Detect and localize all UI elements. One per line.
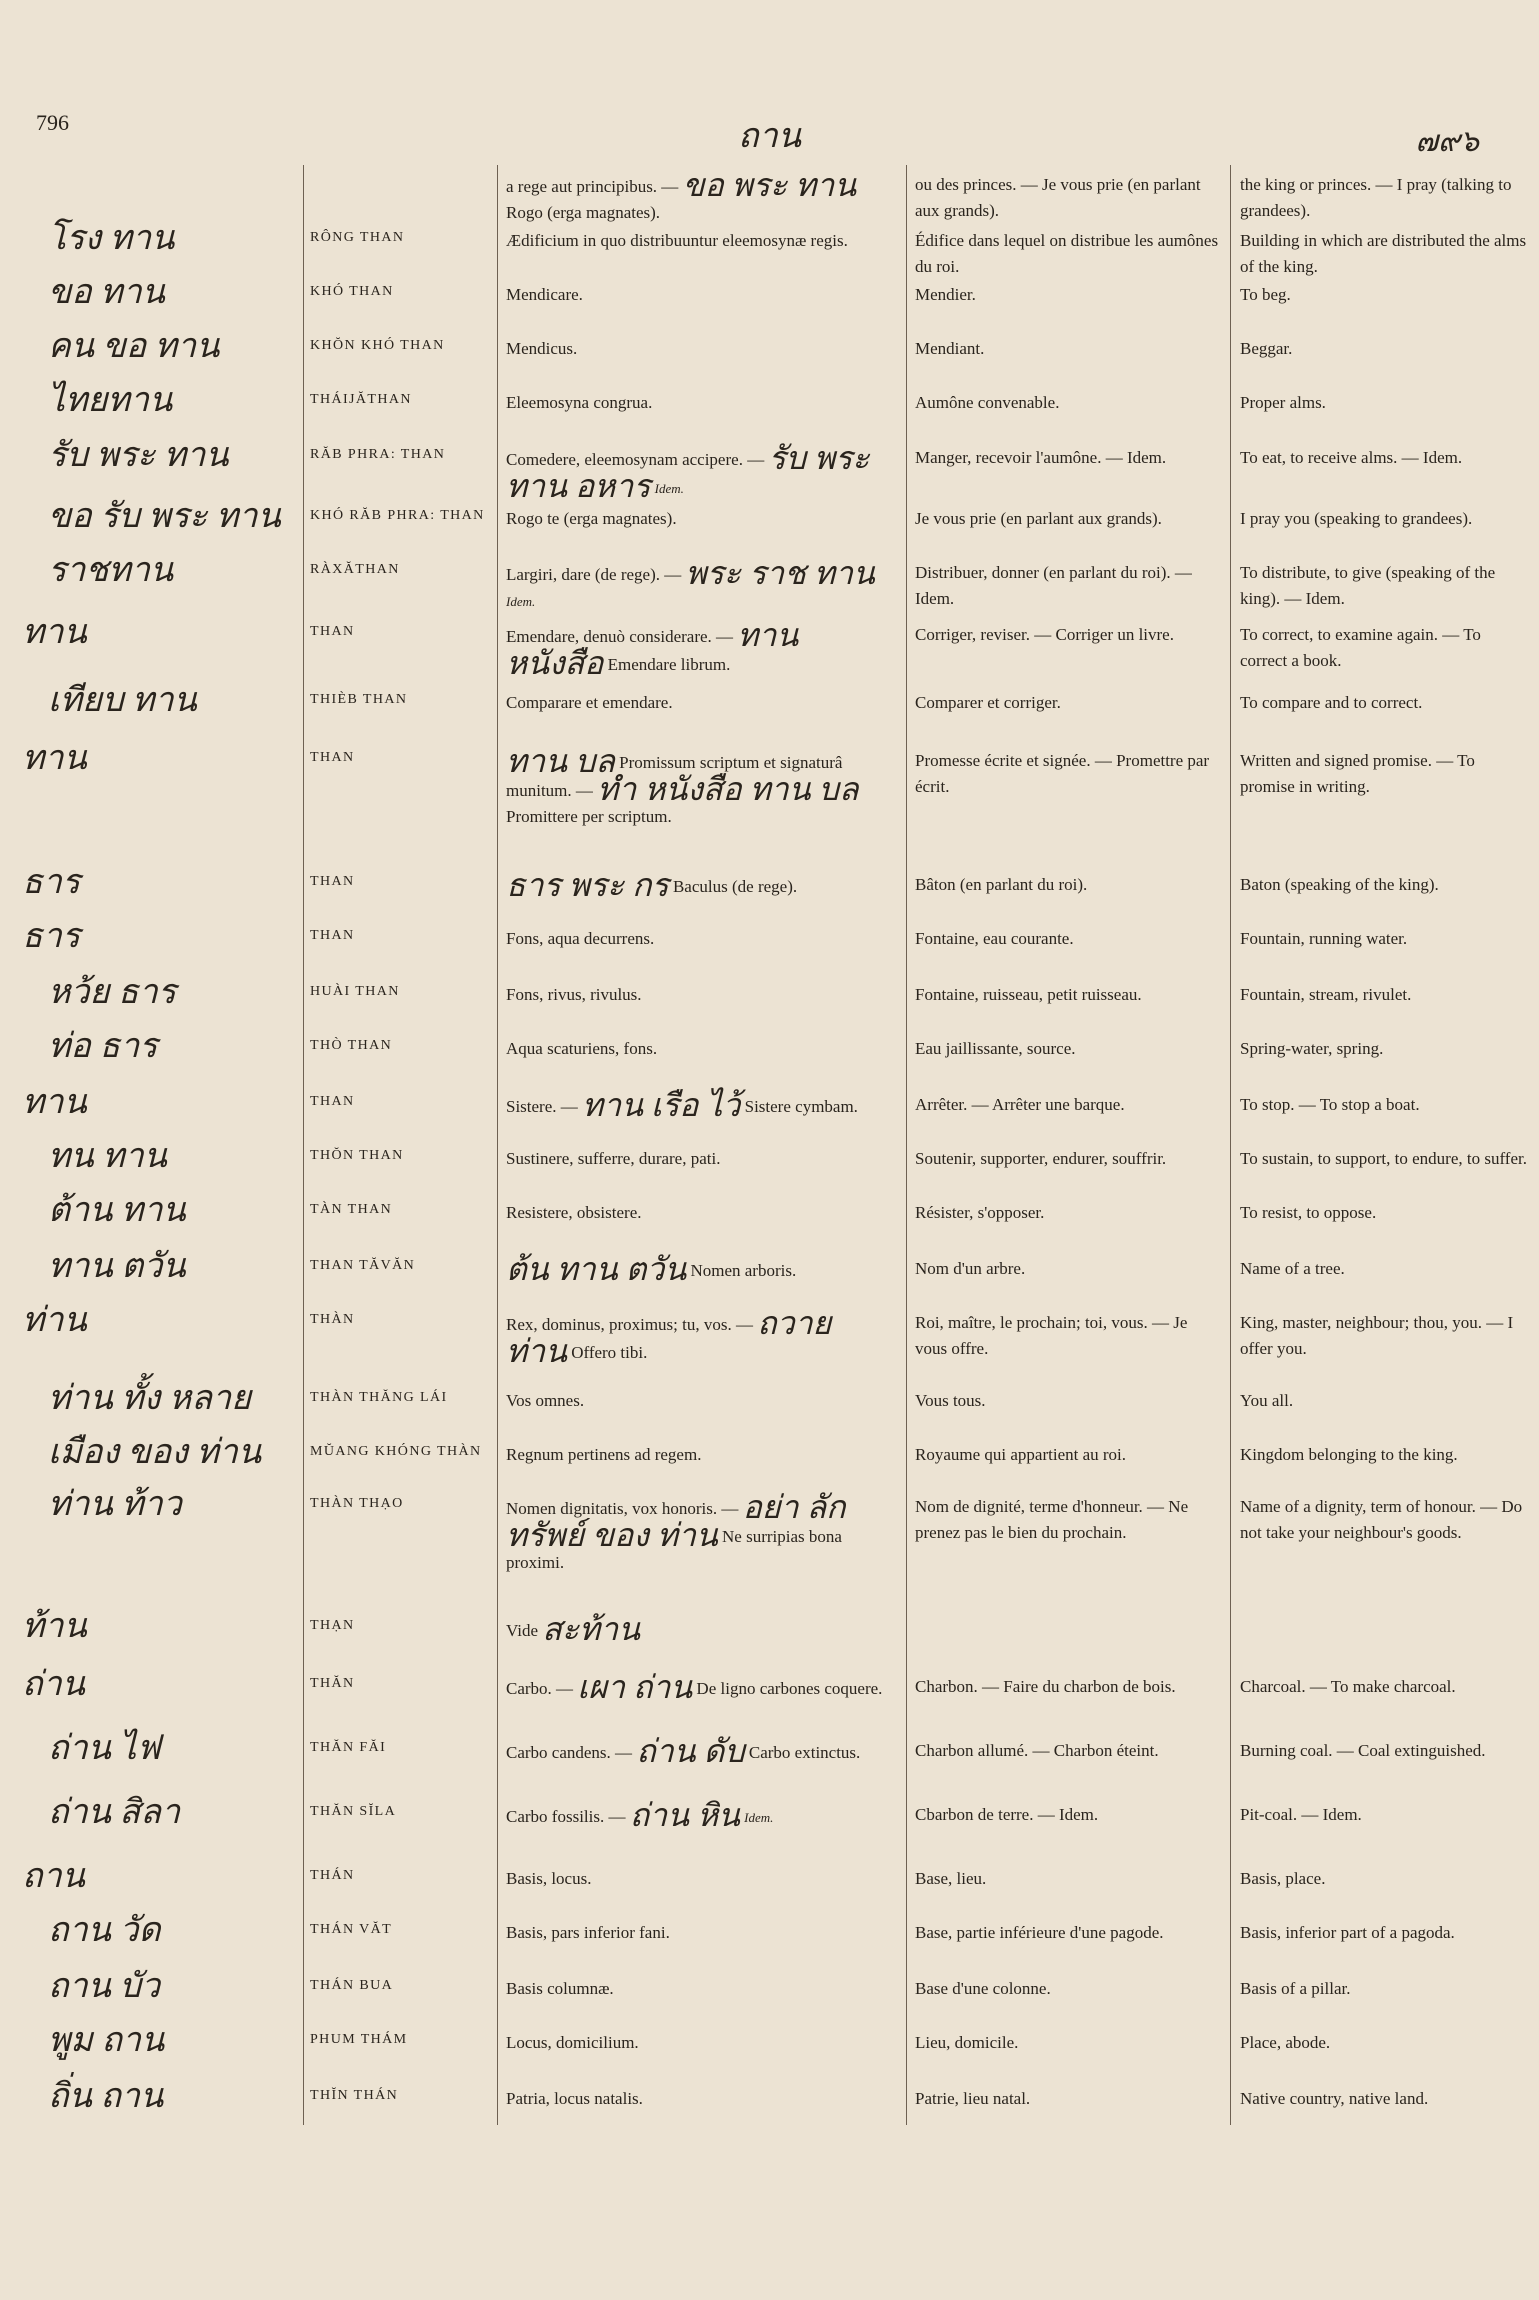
thai-headword: ถ่าน <box>22 1666 85 1703</box>
english-gloss: Spring-water, spring. <box>1240 1039 1384 1058</box>
latin-gloss <box>506 1866 894 1892</box>
latin-text: Emendare librum. <box>607 655 731 674</box>
latin-text: Fons, rivus, rivulus. <box>506 985 642 1004</box>
romanization: RÀXĂTHAN <box>310 562 400 577</box>
english-gloss: To beg. <box>1240 285 1291 304</box>
thai-example: พระ ราช ทาน <box>685 555 875 591</box>
latin-gloss <box>506 926 894 952</box>
french-gloss: Royaume qui appartient au roi. <box>915 1445 1127 1464</box>
latin-text: Mendicus. <box>506 339 578 358</box>
french-gloss: Je vous prie (en parlant aux grands). <box>915 509 1162 528</box>
thai-headword: ทาน <box>22 740 87 777</box>
latin-text: Carbo extinctus. <box>748 1743 861 1762</box>
thai-example: อย่า ลัก ทรัพย์ ของ ท่าน <box>506 1489 846 1553</box>
romanization: THÀN THĂNG LÁI <box>310 1390 448 1405</box>
romanization: PHUM THÁM <box>310 2032 408 2047</box>
french-gloss: Fontaine, eau courante. <box>915 929 1074 948</box>
thai-example: รับ พระ ทาน อหาร <box>506 440 870 504</box>
thai-headword: ถ่าน ไฟ <box>48 1730 161 1767</box>
latin-text: Emendare, denuò considerare. — <box>506 627 734 646</box>
french-gloss: Base, lieu. <box>915 1869 987 1888</box>
romanization: THAN TĂVĂN <box>310 1258 416 1273</box>
latin-text: Promissum scriptum et signaturâ munitum. — <box>506 753 843 800</box>
latin-gloss <box>506 440 894 504</box>
latin-gloss <box>506 390 894 416</box>
latin-text: a rege aut principibus. — <box>506 177 679 196</box>
thai-headword: หว้ย ธาร <box>48 974 177 1011</box>
french-gloss: Manger, recevoir l'aumône. — Idem. <box>915 448 1167 467</box>
french-gloss: Base d'une colonne. <box>915 1979 1051 1998</box>
column-rule <box>303 165 304 2125</box>
romanization: THŎN THAN <box>310 1148 404 1163</box>
latin-text: Basis columnæ. <box>506 1979 614 1998</box>
english-gloss: Baton (speaking of the king). <box>1240 875 1439 894</box>
latin-text: Basis, locus. <box>506 1869 592 1888</box>
thai-headword: ขอ รับ พระ ทาน <box>48 498 281 535</box>
english-gloss: Beggar. <box>1240 339 1293 358</box>
latin-text: Nomen arboris. <box>690 1261 797 1280</box>
thai-example: สะท้าน <box>542 1611 640 1647</box>
latin-text: Offero tibi. <box>571 1343 648 1362</box>
thai-headword: ท่อ ธาร <box>48 1028 158 1065</box>
latin-text: Vide <box>506 1621 539 1640</box>
latin-gloss <box>506 1976 894 2002</box>
english-gloss: Charcoal. — To make charcoal. <box>1240 1677 1456 1696</box>
latin-gloss <box>506 228 894 254</box>
latin-gloss <box>506 1611 894 1647</box>
romanization: THÁN BUA <box>310 1978 394 1993</box>
english-gloss: Written and signed promise. — To promise in writing. <box>1240 751 1475 796</box>
french-gloss: ou des princes. — Je vous prie (en parlant aux grands). <box>915 175 1201 220</box>
romanization: THÁN <box>310 1868 355 1883</box>
thai-headword: ทน ทาน <box>48 1138 167 1175</box>
french-gloss: Lieu, domicile. <box>915 2033 1019 2052</box>
thai-headword: ท่าน ท้าว <box>48 1486 182 1523</box>
latin-text: Ædificium in quo distribuuntur eleemosynæ regis. <box>506 231 848 250</box>
latin-gloss <box>506 1442 894 1468</box>
thai-example: ทาน หนังสือ <box>506 617 799 681</box>
latin-gloss <box>506 282 894 308</box>
romanization: THÒ THAN <box>310 1038 393 1053</box>
thai-headword: ธาร <box>22 918 81 955</box>
french-gloss: Soutenir, supporter, endurer, souffrir. <box>915 1149 1167 1168</box>
thai-example: เผา ถ่าน <box>577 1669 693 1705</box>
romanization: THÀN <box>310 1312 355 1327</box>
idem-note: Idem. <box>654 481 684 496</box>
thai-headword: เทียบ ทาน <box>48 682 197 719</box>
thai-headword: ถ่าน สิลา <box>48 1794 181 1831</box>
french-gloss: Patrie, lieu natal. <box>915 2089 1031 2108</box>
english-gloss: the king or princes. — I pray (talking to grandees). <box>1240 175 1512 220</box>
english-gloss: Fountain, stream, rivulet. <box>1240 985 1412 1004</box>
english-gloss: Native country, native land. <box>1240 2089 1429 2108</box>
page-number: 796 <box>36 110 69 135</box>
latin-gloss <box>506 1305 894 1369</box>
french-gloss: Roi, maître, le prochain; toi, vous. — Je vous offre. <box>915 1313 1188 1358</box>
thai-headword: คน ขอ ทาน <box>48 328 220 365</box>
english-gloss: To eat, to receive alms. — Idem. <box>1240 448 1463 467</box>
romanization: THĂN SĬLA <box>310 1804 397 1819</box>
thai-headword: ขอ ทาน <box>48 274 165 311</box>
thai-headword: ถาน <box>22 1858 85 1895</box>
english-gloss: Building in which are distributed the alms of the king. <box>1240 231 1527 276</box>
romanization: THĂN <box>310 1676 355 1691</box>
english-gloss: Basis, place. <box>1240 1869 1326 1888</box>
english-gloss: To correct, to examine again. — To correct a book. <box>1240 625 1481 670</box>
english-gloss: To stop. — To stop a boat. <box>1240 1095 1420 1114</box>
latin-text: De ligno carbones coquere. <box>696 1679 883 1698</box>
thai-headword: ทาน <box>22 1084 87 1121</box>
latin-text: Ne surripias bona proximi. <box>506 1527 842 1572</box>
latin-text: Eleemosyna congrua. <box>506 393 653 412</box>
romanization: MŬANG KHÓNG THÀN <box>310 1444 482 1459</box>
page-title: ถาน <box>738 118 801 155</box>
french-gloss: Comparer et corriger. <box>915 693 1061 712</box>
english-gloss: To sustain, to support, to endure, to suffer. <box>1240 1149 1527 1168</box>
thai-example: ทาน เรือ ไว้ <box>582 1087 741 1123</box>
romanization: KHÓ RĂB PHRA: THAN <box>310 508 485 523</box>
latin-text: Aqua scaturiens, fons. <box>506 1039 658 1058</box>
latin-text: Carbo candens. — <box>506 1743 633 1762</box>
thai-headword: โรง ทาน <box>48 220 175 257</box>
latin-text: Carbo. — <box>506 1679 574 1698</box>
latin-gloss <box>506 1920 894 1946</box>
thai-headword: ถาน บัว <box>48 1968 161 2005</box>
thai-headword: ท่าน ทั้ง หลาย <box>48 1380 252 1417</box>
latin-text: Locus, domicilium. <box>506 2033 639 2052</box>
english-gloss: Burning coal. — Coal extinguished. <box>1240 1741 1486 1760</box>
latin-gloss <box>506 1733 894 1769</box>
latin-text: Promittere per scriptum. <box>506 807 672 826</box>
french-gloss: Nom de dignité, terme d'honneur. — Ne prenez pas le bien du prochain. <box>915 1497 1189 1542</box>
french-gloss: Charbon. — Faire du charbon de bois. <box>915 1677 1176 1696</box>
romanization: THẠN <box>310 1618 355 1633</box>
thai-headword: ทาน <box>22 614 87 651</box>
latin-gloss <box>506 690 894 716</box>
french-gloss: Promesse écrite et signée. — Promettre par écrit. <box>915 751 1210 796</box>
english-gloss: Name of a tree. <box>1240 1259 1345 1278</box>
thai-example: ต้น ทาน ตวัน <box>506 1251 687 1287</box>
thai-headword: รับ พระ ทาน <box>48 437 229 474</box>
thai-headword: ถาน วัด <box>48 1912 161 1949</box>
latin-text: Baculus (de rege). <box>672 877 798 896</box>
latin-text: Sistere. — <box>506 1097 578 1116</box>
thai-example: ธาร พระ กร <box>506 867 669 903</box>
english-gloss: Kingdom belonging to the king. <box>1240 1445 1458 1464</box>
latin-text: Rogo te (erga magnates). <box>506 509 677 528</box>
french-gloss: Bâton (en parlant du roi). <box>915 875 1088 894</box>
thai-headword: ไทยทาน <box>48 382 173 419</box>
latin-gloss <box>506 555 894 615</box>
romanization: THĂN FĂI <box>310 1740 387 1755</box>
romanization: KHÓ THAN <box>310 284 394 299</box>
french-gloss: Mendiant. <box>915 339 985 358</box>
english-gloss: Pit-coal. — Idem. <box>1240 1805 1362 1824</box>
latin-text: Largiri, dare (de rege). — <box>506 565 682 584</box>
thai-headword: พูม ถาน <box>48 2022 165 2059</box>
english-gloss: Fountain, running water. <box>1240 929 1408 948</box>
latin-gloss <box>506 1388 894 1414</box>
french-gloss: Nom d'un arbre. <box>915 1259 1026 1278</box>
latin-gloss <box>506 1489 894 1576</box>
english-gloss: You all. <box>1240 1391 1294 1410</box>
column-rule <box>906 165 907 2125</box>
thai-headword: ต้าน ทาน <box>48 1192 186 1229</box>
latin-text: Fons, aqua decurrens. <box>506 929 655 948</box>
english-gloss: Place, abode. <box>1240 2033 1331 2052</box>
latin-text: Carbo fossilis. — <box>506 1807 626 1826</box>
english-gloss: To distribute, to give (speaking of the king). — Idem. <box>1240 563 1496 608</box>
thai-example: ถ่าน หิน <box>629 1797 740 1833</box>
latin-gloss <box>506 1669 894 1705</box>
latin-text: Basis, pars inferior fani. <box>506 1923 670 1942</box>
latin-text: Patria, locus natalis. <box>506 2089 643 2108</box>
romanization: THÁN VĂT <box>310 1922 393 1937</box>
latin-gloss <box>506 1251 894 1287</box>
latin-gloss <box>506 2086 894 2112</box>
latin-gloss <box>506 1036 894 1062</box>
romanization: THAN <box>310 928 355 943</box>
latin-text: Vos omnes. <box>506 1391 585 1410</box>
thai-headword: ทาน ตวัน <box>48 1248 186 1285</box>
french-gloss: Charbon allumé. — Charbon éteint. <box>915 1741 1159 1760</box>
latin-text: Rex, dominus, proximus; tu, vos. — <box>506 1315 753 1334</box>
english-gloss: To compare and to correct. <box>1240 693 1423 712</box>
english-gloss: King, master, neighbour; thou, you. — I offer you. <box>1240 1313 1514 1358</box>
romanization: THAN <box>310 750 355 765</box>
romanization: THÀN THẠO <box>310 1496 404 1511</box>
latin-text: Mendicare. <box>506 285 583 304</box>
english-gloss: Name of a dignity, term of honour. — Do not take your neighbour's goods. <box>1240 1497 1523 1542</box>
english-gloss: Basis, inferior part of a pagoda. <box>1240 1923 1455 1942</box>
latin-gloss <box>506 2030 894 2056</box>
romanization: THAN <box>310 1094 355 1109</box>
english-gloss: Basis of a pillar. <box>1240 1979 1351 1998</box>
latin-gloss <box>506 1797 894 1833</box>
latin-gloss <box>506 1087 894 1123</box>
french-gloss: Fontaine, ruisseau, petit ruisseau. <box>915 985 1142 1004</box>
latin-text: Comedere, eleemosynam accipere. — <box>506 450 765 469</box>
latin-text: Sistere cymbam. <box>744 1097 858 1116</box>
idem-note: Idem. <box>744 1810 774 1825</box>
thai-headword: ธาร <box>22 864 81 901</box>
french-gloss: Mendier. <box>915 285 976 304</box>
english-gloss: I pray you (speaking to grandees). <box>1240 509 1473 528</box>
thai-headword: เมือง ของ ท่าน <box>48 1434 262 1471</box>
latin-gloss <box>506 1200 894 1226</box>
latin-text: Comparare et emendare. <box>506 693 673 712</box>
romanization: RÔNG THAN <box>310 230 405 245</box>
thai-example: ถวาย ท่าน <box>506 1305 832 1369</box>
column-rule <box>497 165 498 2125</box>
thai-example: ทาน บล <box>506 743 615 779</box>
latin-gloss <box>506 1146 894 1172</box>
romanization: RĂB PHRA: THAN <box>310 447 446 462</box>
latin-gloss <box>506 336 894 362</box>
latin-gloss <box>506 982 894 1008</box>
latin-text: Rogo (erga magnates). <box>506 203 661 222</box>
french-gloss: Distribuer, donner (en parlant du roi). — Idem. <box>915 563 1192 608</box>
latin-gloss <box>506 506 894 532</box>
idem-note: Idem. <box>506 594 536 609</box>
thai-headword: ถิ่น ถาน <box>48 2078 164 2115</box>
thai-headword: ท้าน <box>22 1608 87 1645</box>
thai-example: ทำ หนังสือ ทาน บล <box>597 771 859 807</box>
romanization: KHŎN KHÓ THAN <box>310 338 445 353</box>
french-gloss: Aumône convenable. <box>915 393 1060 412</box>
romanization: THIÈB THAN <box>310 692 408 707</box>
french-gloss: Eau jaillissante, source. <box>915 1039 1076 1058</box>
latin-gloss <box>506 617 894 681</box>
romanization: THAN <box>310 624 355 639</box>
latin-text: Resistere, obsistere. <box>506 1203 642 1222</box>
french-gloss: Arrêter. — Arrêter une barque. <box>915 1095 1125 1114</box>
romanization: TÀN THAN <box>310 1202 393 1217</box>
romanization: THÁIJĂTHAN <box>310 392 412 407</box>
romanization: HUÀI THAN <box>310 984 400 999</box>
french-gloss: Édifice dans lequel on distribue les aumônes du roi. <box>915 231 1219 276</box>
column-rule <box>1230 165 1231 2125</box>
latin-gloss <box>506 867 894 903</box>
thai-example: ขอ พระ ทาน <box>682 167 857 203</box>
thai-example: ถ่าน ดับ <box>636 1733 745 1769</box>
french-gloss: Vous tous. <box>915 1391 986 1410</box>
latin-gloss <box>506 167 894 226</box>
french-gloss: Résister, s'opposer. <box>915 1203 1045 1222</box>
english-gloss: Proper alms. <box>1240 393 1326 412</box>
thai-headword: ราชทาน <box>48 552 174 589</box>
romanization: THAN <box>310 874 355 889</box>
french-gloss: Base, partie inférieure d'une pagode. <box>915 1923 1164 1942</box>
french-gloss: Cbarbon de terre. — Idem. <box>915 1805 1099 1824</box>
page-number-thai: ๗๙๖ <box>1415 125 1479 158</box>
latin-text: Sustinere, sufferre, durare, pati. <box>506 1149 721 1168</box>
latin-gloss <box>506 743 894 830</box>
latin-text: Regnum pertinens ad regem. <box>506 1445 702 1464</box>
english-gloss: To resist, to oppose. <box>1240 1203 1377 1222</box>
thai-headword: ท่าน <box>22 1302 87 1339</box>
latin-text: Nomen dignitatis, vox honoris. — <box>506 1499 739 1518</box>
french-gloss: Corriger, reviser. — Corriger un livre. <box>915 625 1174 644</box>
romanization: THĬN THÁN <box>310 2088 399 2103</box>
